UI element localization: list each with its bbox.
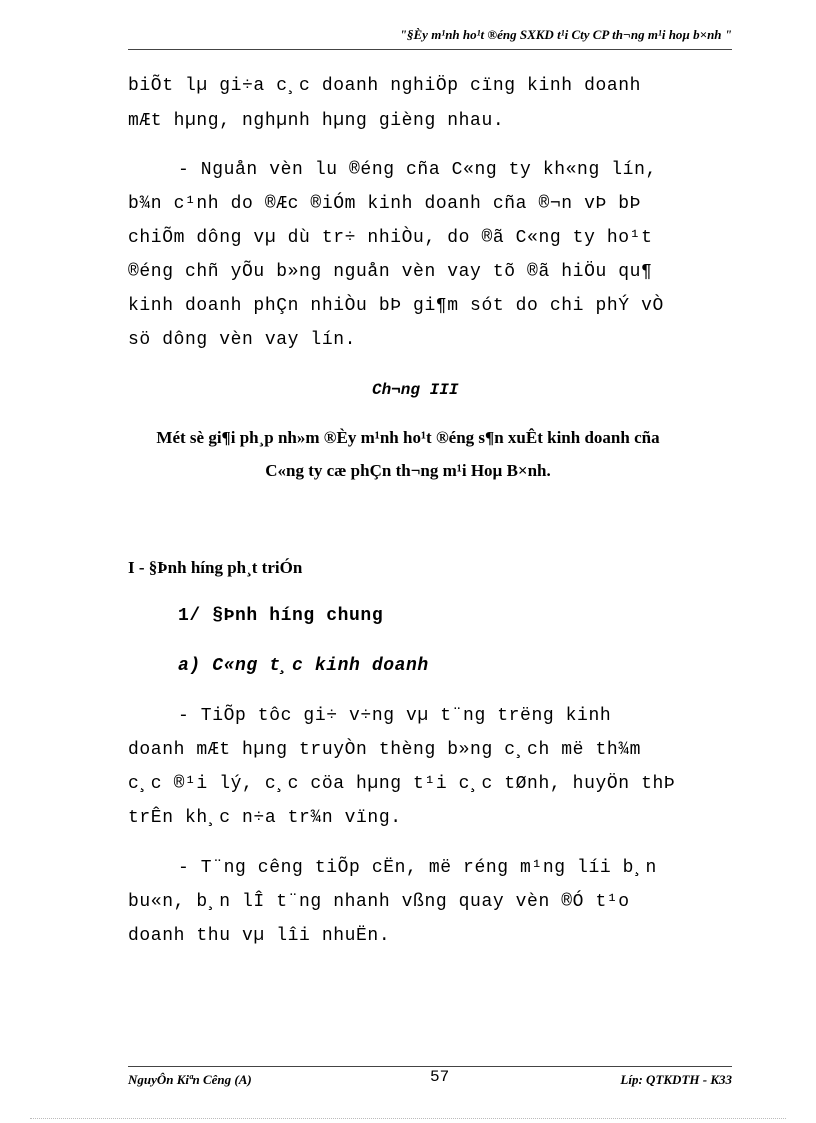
paragraph-line: kinh doanh phÇn nhiÒu bÞ gi¶m sót do chi phÝ vÒ <box>128 296 664 316</box>
paragraph-line: doanh mÆt hµng truyÒn thèng b»ng c¸ch më th¾m <box>128 740 642 760</box>
footer-author: NguyÔn Kiªn Cêng (A) <box>128 1072 252 1087</box>
paragraph-line: b¾n c¹nh do ®Æc ®iÓm kinh doanh cña ®¬n vÞ bÞ <box>128 194 642 214</box>
page-bottom-divider <box>30 1118 786 1119</box>
paragraph-line: sö dông vèn vay lín. <box>128 330 357 350</box>
chapter-heading: Ch¬ng III <box>372 381 459 399</box>
paragraph-line: mÆt hµng, nghµnh hµng gièng nhau. <box>128 111 505 131</box>
paragraph-line: - T¨ng cêng tiÕp cËn, më réng m¹ng líi b¸n <box>178 858 657 878</box>
section-heading: I - §Þnh híng ph¸t triÓn <box>128 558 303 577</box>
chapter-title-line: C«ng ty cæ phÇn th¬ng m¹i Hoµ B×nh. <box>265 461 551 480</box>
chapter-title-line: Mét sè gi¶i ph¸p nh»m ®Èy m¹nh ho¹t ®éng s¶n xuÊt kinh doanh cña <box>156 428 660 447</box>
paragraph-line: c¸c ®¹i lý, c¸c cöa hµng t¹i c¸c tØnh, huyÖn thÞ <box>128 774 676 794</box>
paragraph-line: - TiÕp tôc gi÷ v÷ng vµ t¨ng trëng kinh <box>178 706 612 726</box>
paragraph-line: chiÕm dông vµ dù tr÷ nhiÒu, do ®ã C«ng ty ho¹t <box>128 228 653 248</box>
paragraph-line: bu«n, b¸n lÎ t¨ng nhanh vßng quay vèn ®Ó t¹o <box>128 892 630 912</box>
header-rule <box>128 49 732 50</box>
running-header: "§Èy m¹nh ho¹t ®éng SXKD t¹i Cty CP th¬ng m¹i hoµ b×nh " <box>399 27 732 42</box>
paragraph-line: ®éng chñ yÕu b»ng nguån vèn vay tõ ®ã hiÖu qu¶ <box>128 262 653 282</box>
footer-rule <box>128 1066 732 1067</box>
footer-class: Líp: QTKDTH - K33 <box>620 1072 732 1087</box>
paragraph-line: - Nguån vèn lu ®éng cña C«ng ty kh«ng lín, <box>178 160 657 180</box>
paragraph-line: biÕt lµ gi÷a c¸c doanh nghiÖp cïng kinh doanh <box>128 76 642 96</box>
page-number: 57 <box>430 1068 450 1086</box>
subsubsection-heading: a) C«ng t¸c kinh doanh <box>178 656 429 676</box>
subsection-heading: 1/ §Þnh híng chung <box>178 606 384 626</box>
paragraph-line: trÊn kh¸c n÷a tr¾n vïng. <box>128 808 402 828</box>
paragraph-line: doanh thu vµ lîi nhuËn. <box>128 926 391 946</box>
